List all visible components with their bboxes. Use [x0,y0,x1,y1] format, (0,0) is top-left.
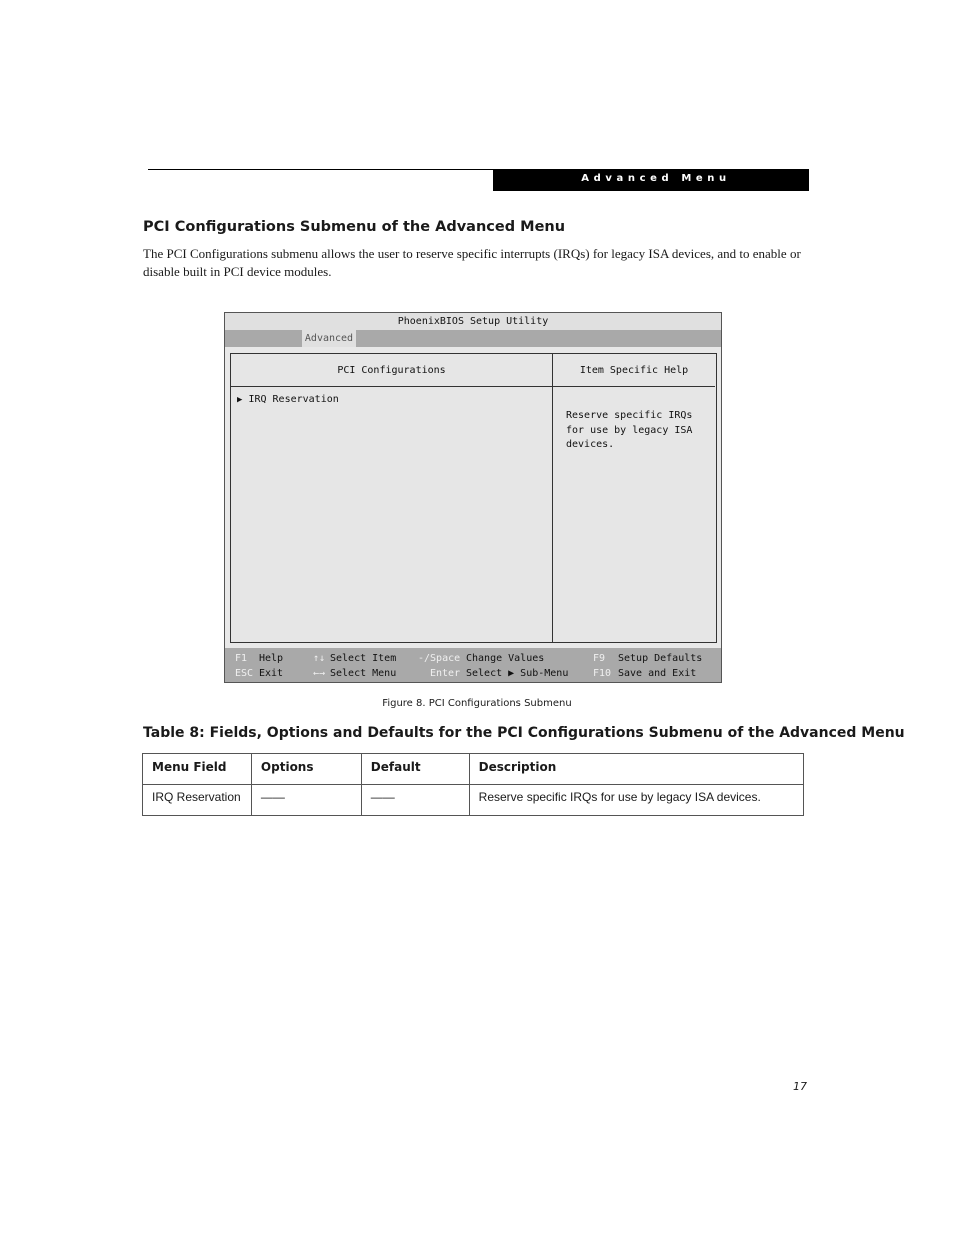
footer-key: F1 [235,653,248,664]
footer-key: F10 [593,668,612,679]
header-cell-description: Description [469,754,803,785]
footer-key: ↑↓ [313,653,326,664]
header-cell-menu-field: Menu Field [143,754,252,785]
bios-help-text: Reserve specific IRQs for use by legacy ISA devices. [566,410,693,450]
footer-key: -/Space [418,653,461,664]
bios-help-panel [552,353,717,643]
cell-description: Reserve specific IRQs for use by legacy ISA devices. [469,785,803,816]
header-cell-options: Options [251,754,361,785]
footer-label: Exit [259,668,284,679]
footer-label: Save and Exit [618,668,697,679]
bios-title: PhoenixBIOS Setup Utility [225,313,721,330]
cell-default: —— [361,785,469,816]
footer-key: ←→ [313,668,326,679]
footer-key: Enter [430,668,461,679]
running-header-tab: Advanced Menu [493,169,809,191]
cell-options: —— [251,785,361,816]
cell-menu-field: IRQ Reservation [143,785,252,816]
bios-menu-advanced[interactable]: Advanced [302,330,356,347]
table-header-row [143,754,804,785]
footer-label: Setup Defaults [618,653,703,664]
footer-label: Change Values [466,653,545,664]
footer-key: ESC [235,668,254,679]
bios-footer-keys [225,648,721,682]
footer-label: Select Menu [330,668,397,679]
bios-left-panel [230,353,553,643]
footer-key: F9 [593,653,606,664]
header-rule [148,169,493,170]
bios-left-header: PCI Configurations [231,354,552,387]
submenu-arrow-icon: ▶ [237,395,243,405]
header-cell-default: Default [361,754,469,785]
table-row [143,785,804,816]
bios-item-label: IRQ Reservation [248,394,339,405]
footer-label: Select ▶ Sub-Menu [466,668,569,679]
footer-label: Help [259,653,284,664]
footer-label: Select Item [330,653,397,664]
bios-menu-bar [225,330,721,347]
bios-item-irq-reservation[interactable] [237,394,339,405]
table-title: Table 8: Fields, Options and Defaults for the PCI Configurations Submenu of the Advanced Menu [143,725,905,741]
intro-paragraph: The PCI Configurations submenu allows the user to reserve specific interrupts (IRQs) for legacy ISA devices, and to enable or disable built in PCI device modules. [143,246,801,279]
section-title: PCI Configurations Submenu of the Advanced Menu [143,219,566,235]
figure-caption: Figure 8. PCI Configurations Submenu [382,698,572,709]
page-number: 17 [793,1080,807,1093]
bios-help-header: Item Specific Help [553,354,715,387]
bios-screen-figure [224,312,722,683]
fields-options-table [142,753,804,816]
